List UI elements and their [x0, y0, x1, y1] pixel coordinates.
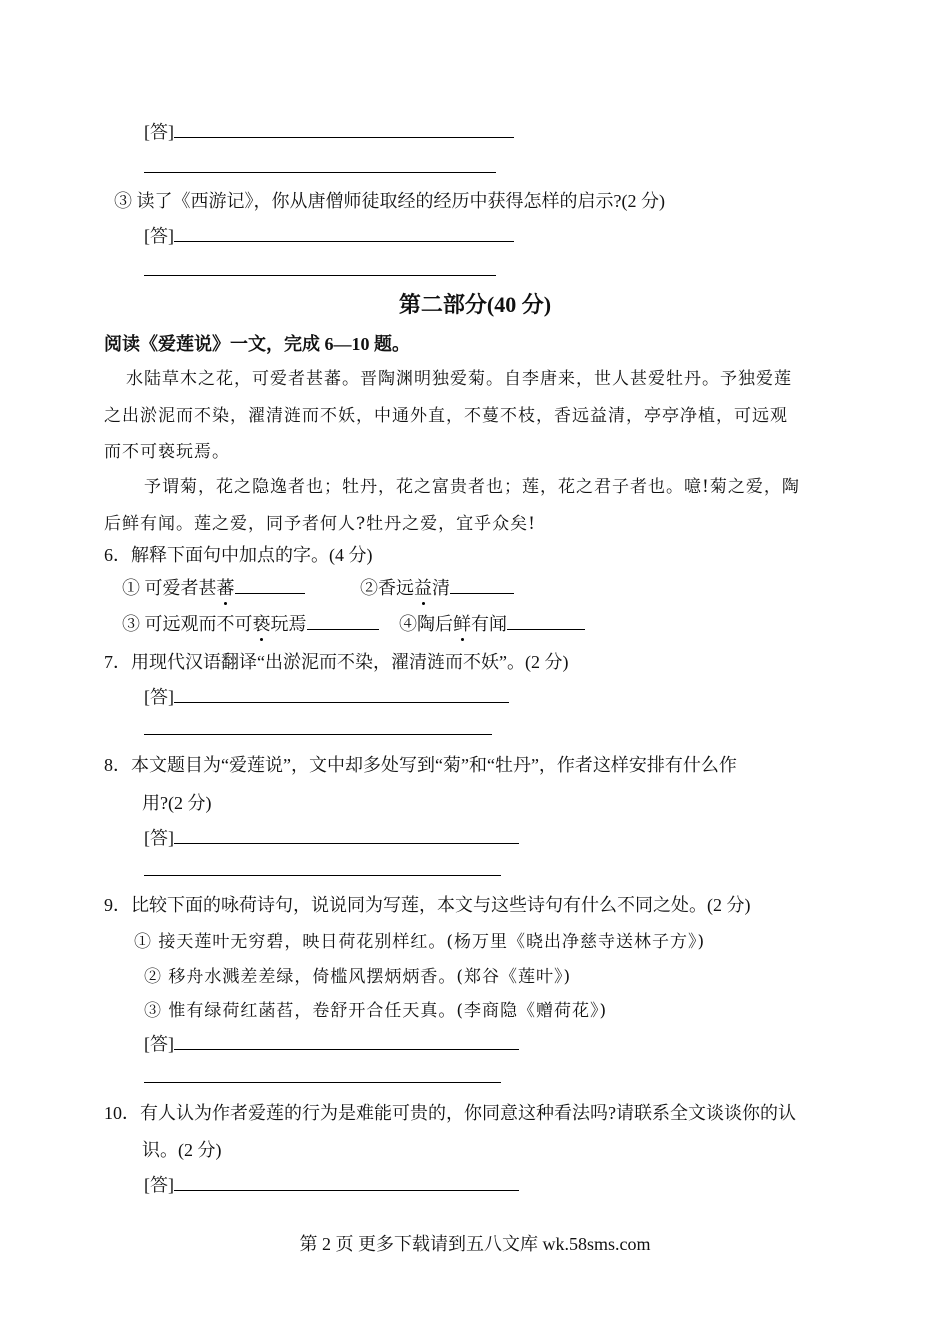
question-6-item-2	[360, 574, 514, 600]
item-text: ④陶后	[399, 614, 453, 634]
poem-1: ① 接天莲叶无穷碧，映日荷花别样红。(杨万里《晓出净慈寺送林子方》)	[134, 932, 706, 952]
answer-line-q3	[144, 222, 514, 248]
item-text: ① 可爱者甚	[122, 578, 217, 598]
dotted-char: 益	[414, 578, 432, 598]
question-10-stem-line-2: 识。(2 分)	[142, 1140, 222, 1160]
question-9-stem: 9．比较下面的咏荷诗句，说说同为写莲，本文与这些诗句有什么不同之处。(2 分)	[104, 895, 751, 915]
dotted-char: 蕃	[216, 578, 235, 598]
poem-3: ③ 惟有绿荷红菡萏，卷舒开合任天真。(李商隐《赠荷花》)	[144, 1001, 608, 1021]
question-6-stem: 6．解释下面句中加点的字。(4 分)	[104, 545, 373, 565]
answer-label: [答]	[144, 122, 174, 142]
question-3-xiyouji: ③ 读了《西游记》，你从唐僧师徒取经的经历中获得怎样的启示?(2 分)	[114, 191, 665, 211]
answer-blank[interactable]	[174, 825, 519, 844]
item-text: ②香远	[360, 578, 414, 598]
answer-label: [答]	[144, 1034, 174, 1054]
reading-instruction: 阅读《爱莲说》一文，完成 6—10 题。	[104, 334, 410, 354]
passage-line: 水陆草木之花，可爱者甚蕃。晋陶渊明独爱菊。自李唐来，世人甚爱牡丹。予独爱莲	[126, 369, 792, 389]
passage-line: 之出淤泥而不染，濯清涟而不妖，中通外直，不蔓不枝，香远益清，亭亭净植，可远观	[104, 406, 788, 426]
answer-blank[interactable]	[174, 223, 514, 242]
answer-blank[interactable]	[235, 575, 305, 594]
answer-label: [答]	[144, 828, 174, 848]
dotted-char: 亵	[252, 614, 271, 634]
answer-continuation-line	[144, 875, 501, 876]
question-6-item-3	[122, 610, 379, 636]
question-6-item-1	[122, 574, 305, 600]
answer-line-q9	[144, 1030, 519, 1056]
answer-label: [答]	[144, 1175, 174, 1195]
question-8-stem-line-1: 8．本文题目为“爱莲说”，文中却多处写到“菊”和“牡丹”，作者这样安排有什么作	[104, 755, 737, 775]
answer-continuation-line	[144, 172, 496, 173]
passage-line: 而不可亵玩焉。	[104, 442, 230, 462]
answer-continuation-line	[144, 1082, 501, 1083]
poem-2: ② 移舟水溅差差绿，倚槛风摆炳炳香。(郑谷《莲叶》)	[144, 967, 572, 987]
answer-line-q2	[144, 118, 514, 144]
answer-blank[interactable]	[174, 1172, 519, 1191]
page-footer: 第 2 页 更多下载请到五八文库 wk.58sms.com	[299, 1234, 651, 1254]
section-title: 第二部分(40 分)	[398, 292, 552, 317]
passage-line: 后鲜有闻。莲之爱，同予者何人?牡丹之爱，宜乎众矣!	[104, 514, 536, 534]
answer-line-q7	[144, 683, 509, 709]
answer-blank[interactable]	[174, 1031, 519, 1050]
answer-continuation-line	[144, 275, 496, 276]
answer-blank[interactable]	[507, 611, 585, 630]
answer-line-q8	[144, 824, 519, 850]
item-text: ③ 可远观而不可	[122, 614, 253, 634]
answer-blank[interactable]	[174, 119, 514, 138]
item-text: 清	[432, 578, 450, 598]
question-7-stem: 7．用现代汉语翻译“出淤泥而不染，濯清涟而不妖”。(2 分)	[104, 652, 569, 672]
question-10-stem-line-1: 10．有人认为作者爱莲的行为是难能可贵的，你同意这种看法吗?请联系全文谈谈你的认	[104, 1103, 796, 1123]
answer-line-q10	[144, 1171, 519, 1197]
question-8-stem-line-2: 用?(2 分)	[142, 793, 212, 813]
answer-continuation-line	[144, 734, 492, 735]
answer-blank[interactable]	[450, 575, 514, 594]
answer-label: [答]	[144, 226, 174, 246]
answer-label: [答]	[144, 687, 174, 707]
item-text: 玩焉	[270, 614, 307, 634]
question-6-item-4	[399, 610, 585, 636]
answer-blank[interactable]	[174, 684, 509, 703]
dotted-char: 鲜	[453, 614, 471, 634]
passage-line: 予谓菊，花之隐逸者也；牡丹，花之富贵者也；莲，花之君子者也。噫!菊之爱，陶	[144, 477, 800, 497]
answer-blank[interactable]	[307, 611, 379, 630]
item-text: 有闻	[471, 614, 507, 634]
